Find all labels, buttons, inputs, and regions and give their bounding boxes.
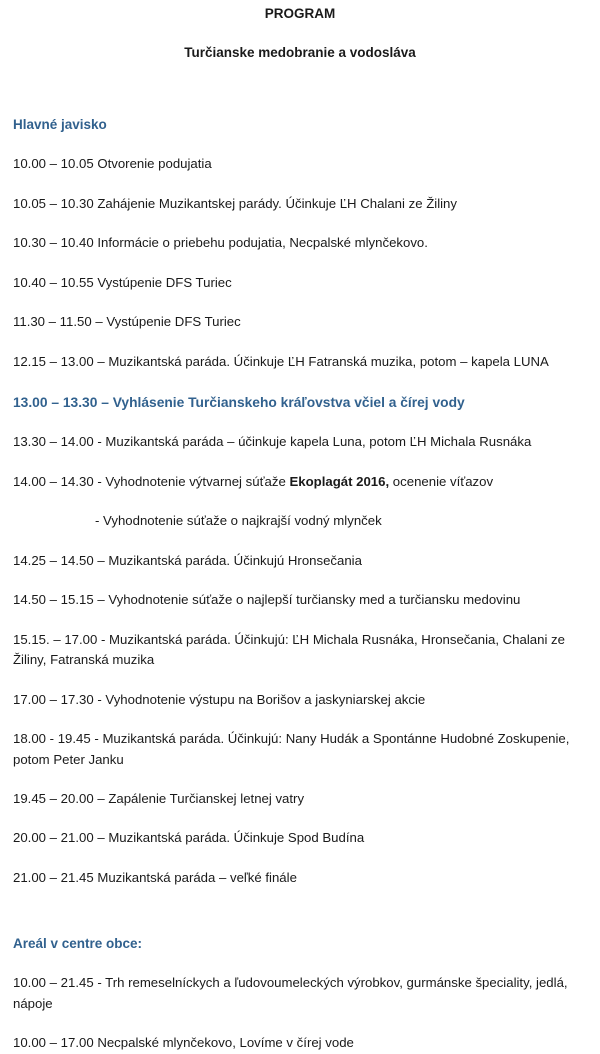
program-entry: 11.30 – 11.50 – Vystúpenie DFS Turiec bbox=[13, 314, 241, 330]
program-entry: 15.15. – 17.00 - Muzikantská paráda. Účinkujú: ĽH Michala Rusnáka, Hronsečania, Chalani ze Žiliny, Fatranská muzika bbox=[13, 631, 565, 668]
page-subtitle: Turčianske medobranie a vodosláva bbox=[184, 45, 416, 61]
program-entry: 10.00 – 21.45 - Trh remeselníckych a ľudovoumeleckých výrobkov, gurmánske špeciality, jedlá, nápoje bbox=[13, 975, 568, 1011]
program-entry-list-village-centre bbox=[0, 973, 600, 1053]
program-entry bbox=[0, 472, 600, 492]
program-entry-list-main-stage bbox=[0, 154, 600, 888]
program-entry: 18.00 - 19.45 - Muzikantská paráda. Účinkujú: Nany Hudák a Spontánne Hudobné Zoskupenie, potom Peter Janku bbox=[13, 731, 570, 767]
section-heading-main-stage: Hlavné javisko bbox=[13, 117, 107, 133]
program-entry: 10.05 – 10.30 Zahájenie Muzikantskej parády. Účinkuje ĽH Chalani ze Žiliny bbox=[13, 195, 457, 211]
program-entry: 10.00 – 10.05 Otvorenie podujatia bbox=[13, 156, 212, 172]
page-title: PROGRAM bbox=[264, 6, 336, 21]
program-entry-text: ocenenie víťazov bbox=[389, 473, 494, 489]
program-entry: 13.00 – 13.30 – Vyhlásenie Turčianskeho kráľovstva včiel a čírej vody bbox=[13, 395, 465, 411]
program-entry: 10.00 – 17.00 Necpalské mlynčekovo, Lovíme v čírej vode bbox=[13, 1035, 354, 1051]
section-heading-village-centre: Areál v centre obce: bbox=[13, 936, 143, 952]
program-entry: 10.40 – 10.55 Vystúpenie DFS Turiec bbox=[13, 274, 232, 290]
program-entry-text: 14.00 – 14.30 - Vyhodnotenie výtvarnej súťaže bbox=[13, 473, 290, 489]
program-entry: 17.00 – 17.30 - Vyhodnotenie výstupu na Borišov a jaskyniarskej akcie bbox=[13, 691, 426, 707]
program-entry: 14.25 – 14.50 – Muzikantská paráda. Účinkujú Hronsečania bbox=[13, 552, 362, 568]
program-entry: - Vyhodnotenie súťaže o najkrajší vodný mlynček bbox=[95, 513, 382, 529]
program-entry: 20.00 – 21.00 – Muzikantská paráda. Účinkuje Spod Budína bbox=[13, 830, 365, 846]
program-entry: 19.45 – 20.00 – Zapálenie Turčianskej letnej vatry bbox=[13, 791, 305, 806]
program-entry: 14.50 – 15.15 – Vyhodnotenie súťaže o najlepší turčiansky med a turčiansku medovinu bbox=[13, 592, 521, 608]
program-entry: 10.30 – 10.40 Informácie o priebehu podujatia, Necpalské mlynčekovo. bbox=[13, 235, 428, 251]
program-entry: 12.15 – 13.00 – Muzikantská paráda. Účinkuje ĽH Fatranská muzika, potom – kapela LUNA bbox=[13, 353, 549, 369]
program-entry-emphasis: Ekoplagát 2016, bbox=[289, 473, 390, 489]
program-entry: 13.30 – 14.00 - Muzikantská paráda – účinkuje kapela Luna, potom ĽH Michala Rusnáka bbox=[13, 434, 532, 450]
program-entry: 21.00 – 21.45 Muzikantská paráda – veľké finále bbox=[13, 869, 297, 885]
